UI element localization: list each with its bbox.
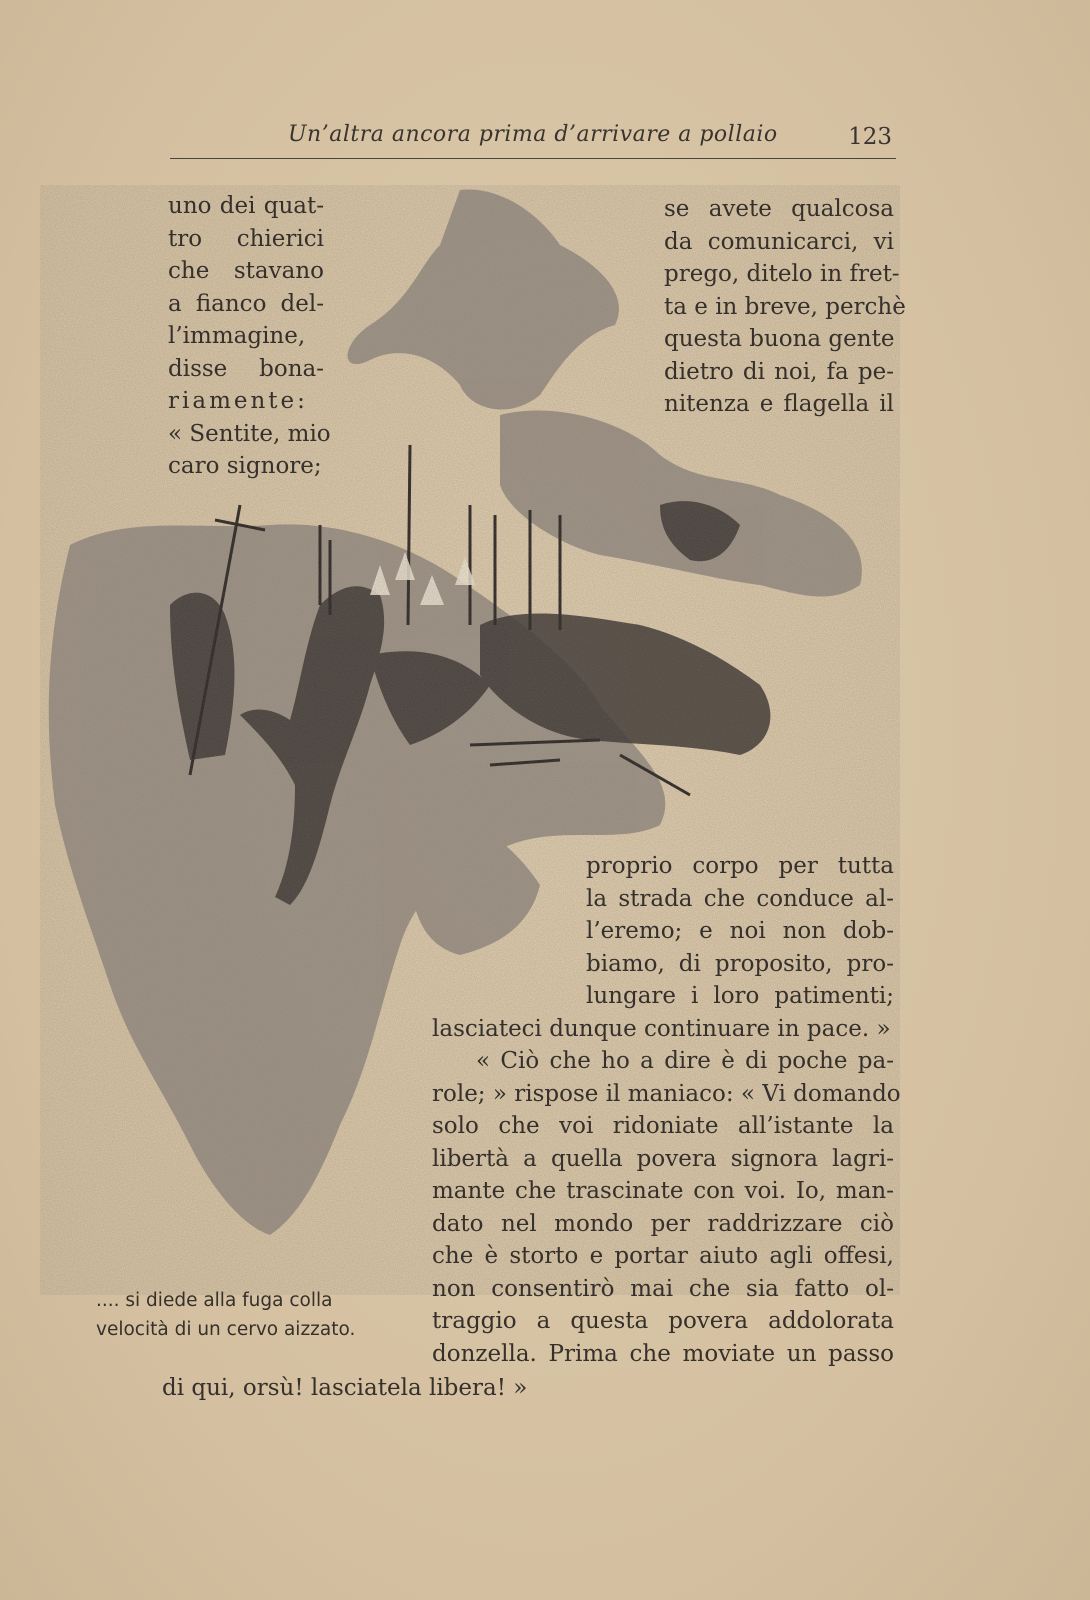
text-line: donzella. Prima che moviate un passo bbox=[432, 1340, 894, 1367]
text-line: riamente: bbox=[168, 388, 308, 414]
text-line: ta e in breve, perchè bbox=[664, 293, 906, 320]
text-line: traggio a questa povera addolorata bbox=[432, 1308, 894, 1334]
text-line: role; » rispose il maniaco: « Vi domando bbox=[432, 1080, 901, 1107]
text-line: a fianco del- bbox=[168, 290, 324, 317]
text-line: disse bona- bbox=[168, 355, 324, 382]
text-line: lasciateci dunque continuare in pace. » bbox=[432, 1015, 891, 1042]
illustration-caption bbox=[96, 1286, 384, 1344]
text-line: la strada che conduce al- bbox=[586, 885, 894, 912]
page-number: 123 bbox=[848, 124, 892, 150]
text-line: che è storto e portar aiuto agli offesi, bbox=[432, 1243, 894, 1269]
text-line: « Sentite, mio bbox=[168, 420, 331, 447]
text-line: libertà a quella povera signora lagri- bbox=[432, 1145, 894, 1172]
text-line: prego, ditelo in fret- bbox=[664, 261, 900, 287]
right-text-column bbox=[664, 193, 906, 421]
text-line: che stavano bbox=[168, 258, 324, 284]
text-line: da comunicarci, vi bbox=[664, 228, 894, 255]
text-line: non consentirò mai che sia fatto ol- bbox=[432, 1275, 894, 1302]
bottom-text-block bbox=[432, 850, 901, 1370]
text-line: biamo, di proposito, pro- bbox=[586, 950, 894, 977]
text-line: nitenza e flagella il bbox=[664, 391, 894, 417]
caption-line: .... si diede alla fuga colla bbox=[96, 1290, 333, 1311]
text-line: questa buona gente bbox=[664, 326, 895, 352]
text-line: l’eremo; e noi non dob- bbox=[586, 918, 894, 944]
text-line: mante che trascinate con voi. Io, man- bbox=[432, 1178, 894, 1204]
text-line: se avete qualcosa bbox=[664, 196, 894, 222]
text-line: uno dei quat- bbox=[168, 193, 324, 219]
left-text-column bbox=[168, 190, 331, 483]
text-line: tro chierici bbox=[168, 225, 324, 252]
text-line: dato nel mondo per raddrizzare ciò bbox=[432, 1210, 894, 1237]
text-line: l’immagine, bbox=[168, 323, 306, 349]
closing-line: di qui, orsù! lasciatela libera! » bbox=[162, 1375, 528, 1401]
text-line: lungare i loro patimenti; bbox=[586, 983, 894, 1009]
caption-line: velocità di un cervo aizzato. bbox=[96, 1319, 356, 1340]
text-line: « Ciò che ho a dire è di poche pa- bbox=[476, 1048, 894, 1074]
page-header bbox=[170, 118, 896, 159]
text-line: solo che voi ridoniate all’istante la bbox=[432, 1113, 894, 1139]
text-line: proprio corpo per tutta bbox=[586, 853, 894, 879]
text-line: caro signore; bbox=[168, 453, 322, 479]
running-title: Un’altra ancora prima d’arrivare a pollaio bbox=[288, 122, 778, 147]
text-line: dietro di noi, fa pe- bbox=[664, 358, 894, 385]
